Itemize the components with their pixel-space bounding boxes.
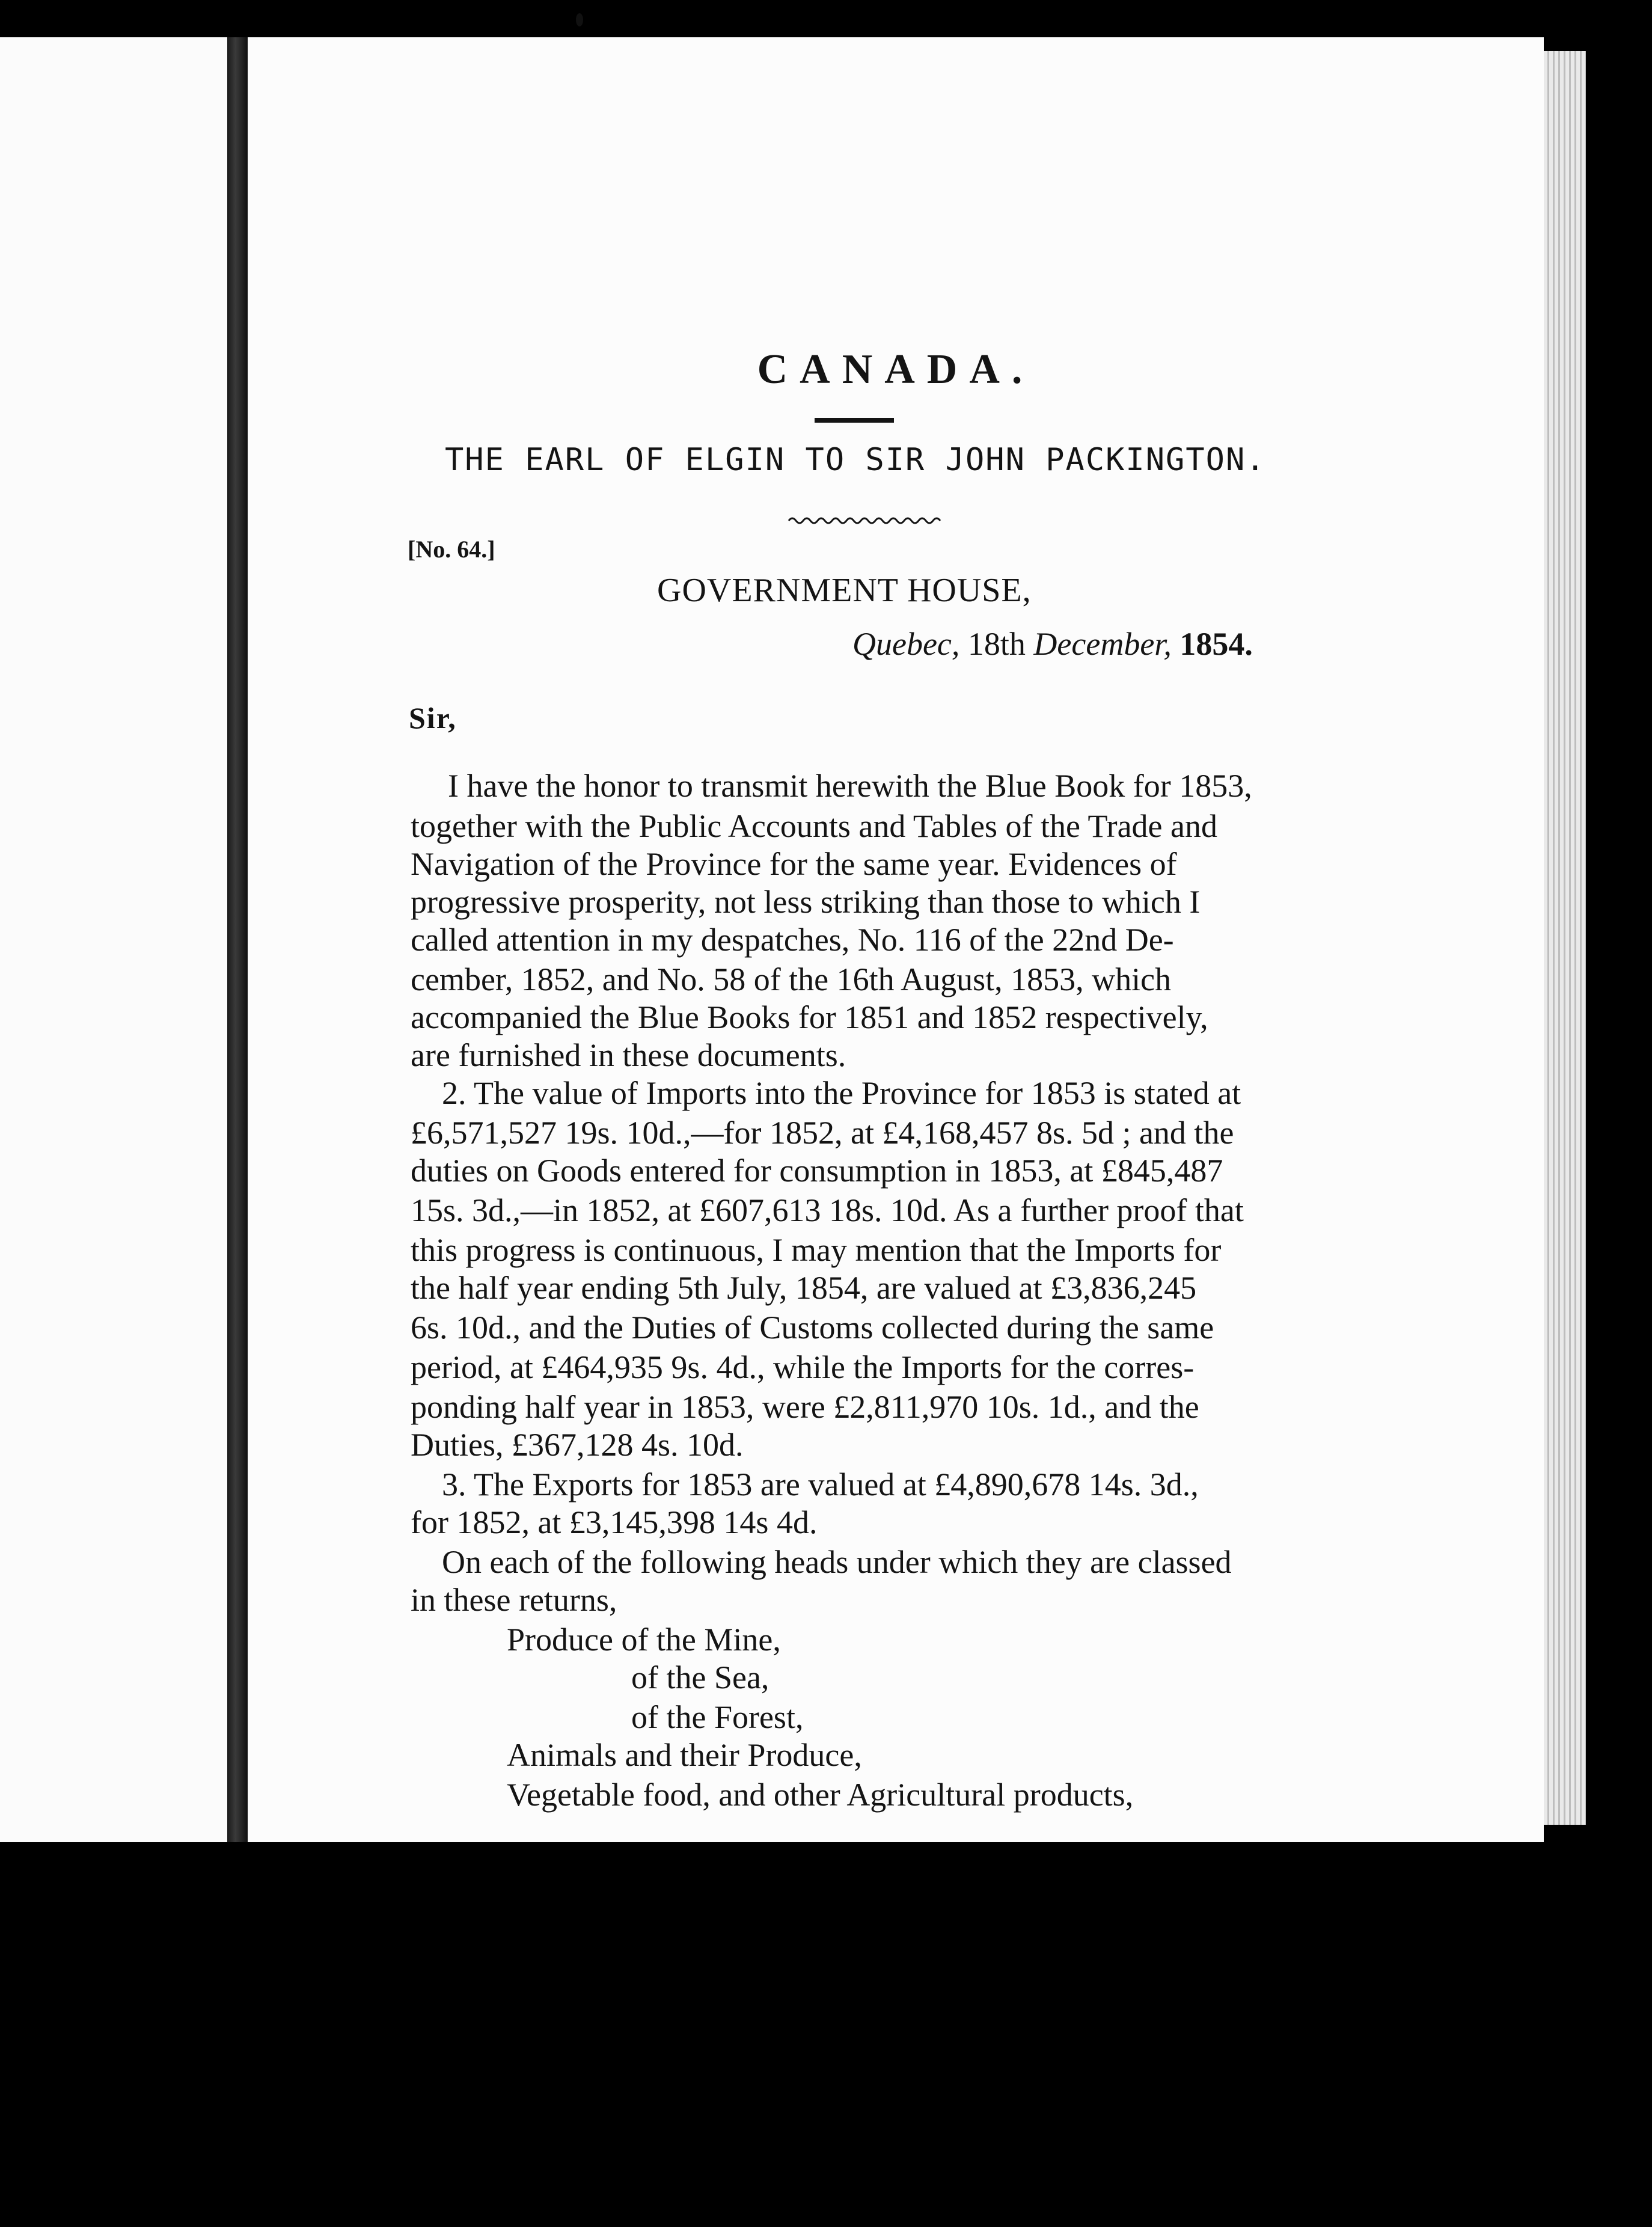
body-line: the half year ending 5th July, 1854, are valued at £3,836,245 <box>411 1270 1197 1306</box>
body-line: 6s. 10d., and the Duties of Customs collected during the same <box>411 1310 1214 1346</box>
body-line: in these returns, <box>411 1582 617 1618</box>
body-line: progressive prosperity, not less striking than those to which I <box>411 884 1201 920</box>
ornamental-rule <box>788 515 944 527</box>
ink-speck <box>576 13 583 26</box>
body-line: Duties, £367,128 4s. 10d. <box>411 1427 744 1463</box>
dateline-year: 1854. <box>1179 626 1253 662</box>
body-line: for 1852, at £3,145,398 14s 4d. <box>411 1504 818 1540</box>
list-item: Vegetable food, and other Agricultural products, <box>507 1777 1134 1813</box>
body-line: £6,571,527 19s. 10d.,—for 1852, at £4,168,457 8s. 5d ; and the <box>411 1115 1234 1151</box>
list-item: Animals and their Produce, <box>507 1737 862 1773</box>
sender-address: GOVERNMENT HOUSE, <box>657 572 1032 609</box>
dateline-day: 18th <box>967 626 1026 662</box>
dateline <box>852 625 1253 663</box>
left-page <box>0 37 227 1842</box>
body-line: 15s. 3d.,—in 1852, at £607,613 18s. 10d. As a further proof that <box>411 1192 1244 1228</box>
body-line: Navigation of the Province for the same year. Evidences of <box>411 846 1177 882</box>
body-line: ponding half year in 1853, were £2,811,970 10s. 1d., and the <box>411 1389 1199 1425</box>
body-line: cember, 1852, and No. 58 of the 16th August, 1853, which <box>411 961 1172 997</box>
body-line: 2. The value of Imports into the Province for 1853 is stated at <box>442 1075 1241 1111</box>
page-edge <box>1544 51 1586 1825</box>
body-line: On each of the following heads under which they are classed <box>442 1544 1232 1580</box>
letter-heading: THE EARL OF ELGIN TO SIR JOHN PACKINGTON. <box>445 442 1266 478</box>
salutation: Sir, <box>409 701 457 735</box>
list-item: of the Sea, <box>631 1659 769 1696</box>
body-line: 3. The Exports for 1853 are valued at £4,890,678 14s. 3d., <box>442 1466 1199 1503</box>
body-line: I have the honor to transmit herewith the Blue Book for 1853, <box>448 768 1252 804</box>
body-line: called attention in my despatches, No. 116 of the 22nd De- <box>411 922 1174 958</box>
dateline-place: Quebec, <box>852 626 960 662</box>
body-line: period, at £464,935 9s. 4d., while the Imports for the corres- <box>411 1349 1195 1385</box>
body-line: are furnished in these documents. <box>411 1037 846 1073</box>
body-line: accompanied the Blue Books for 1851 and 1852 respectively, <box>411 999 1208 1035</box>
page-title: CANADA. <box>757 346 1035 393</box>
dateline-month: December, <box>1033 626 1172 662</box>
book-gutter <box>227 37 248 1842</box>
body-line: duties on Goods entered for consumption in 1853, at £845,487 <box>411 1153 1223 1189</box>
body-line: this progress is continuous, I may mention that the Imports for <box>411 1232 1222 1268</box>
list-item: of the Forest, <box>631 1699 804 1735</box>
despatch-number: [No. 64.] <box>408 536 495 563</box>
body-line: together with the Public Accounts and Tables of the Trade and <box>411 808 1217 844</box>
list-item: Produce of the Mine, <box>507 1622 781 1658</box>
title-rule <box>815 418 894 423</box>
